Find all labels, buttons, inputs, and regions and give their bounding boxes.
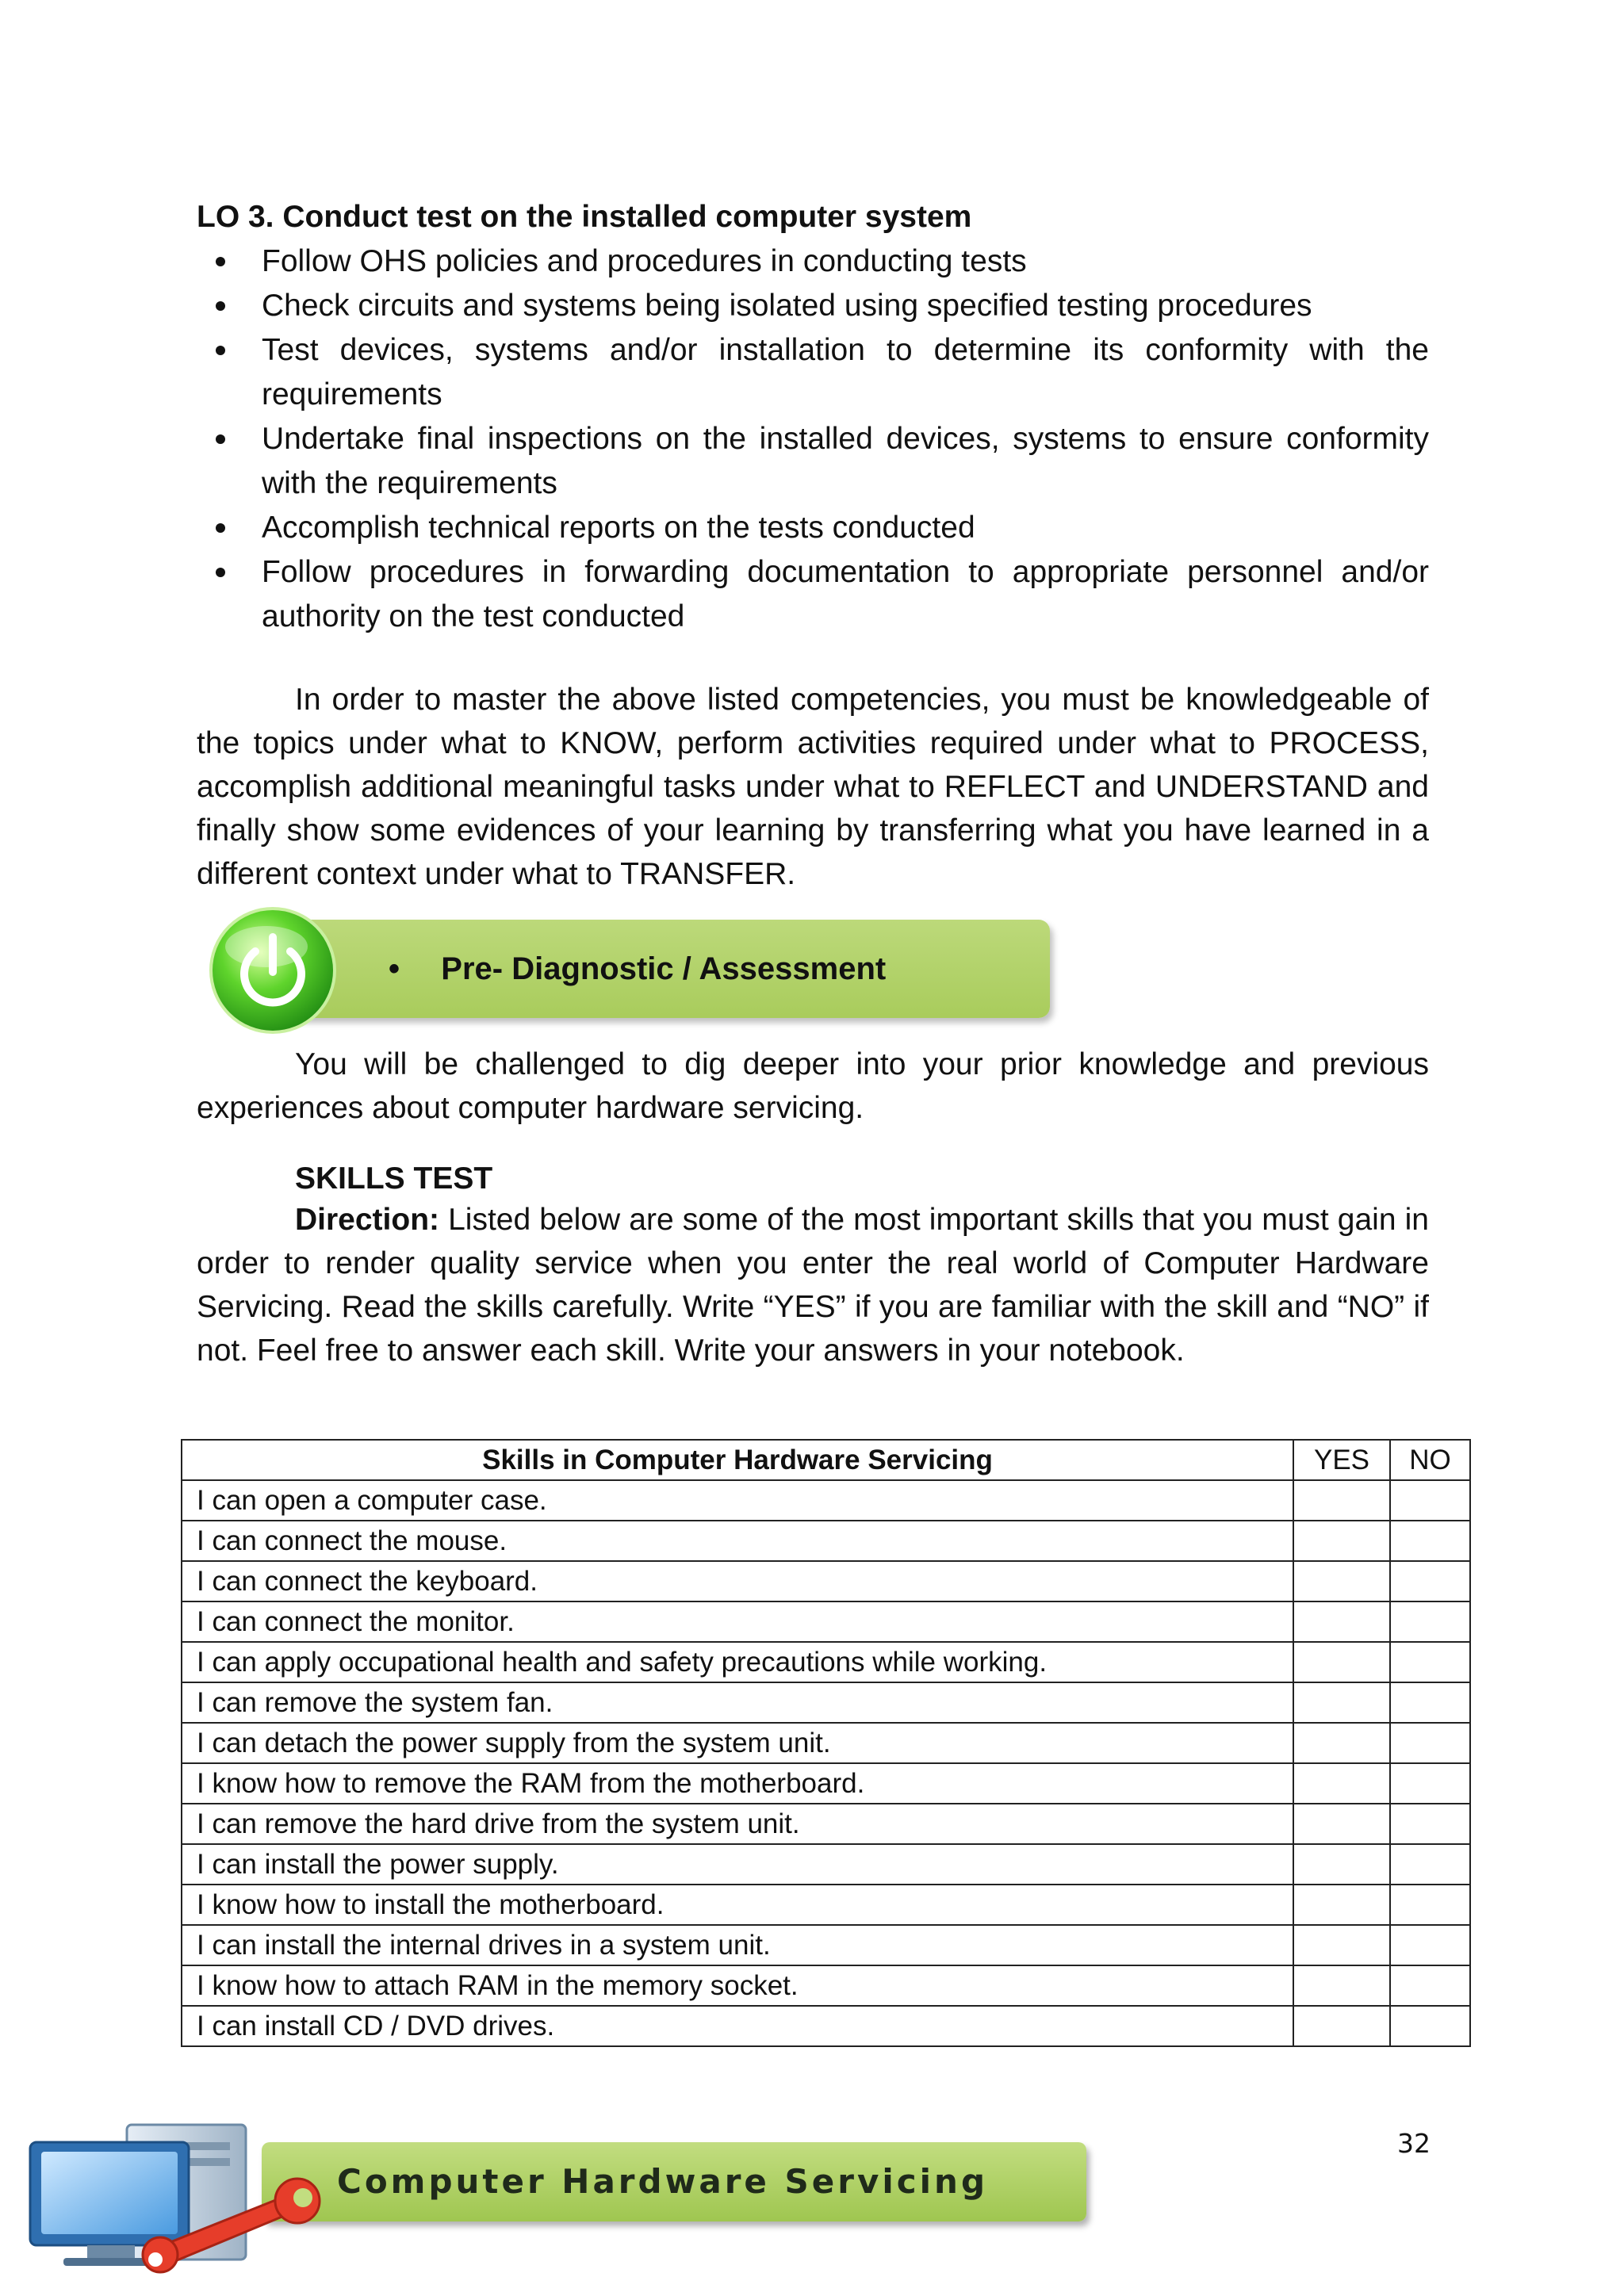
yes-cell — [1293, 2006, 1390, 2046]
table-row — [182, 1561, 1470, 1601]
table-row — [182, 1763, 1470, 1804]
lo-bullet-item: Follow OHS policies and procedures in conducting tests — [197, 239, 1429, 284]
no-cell — [1390, 1642, 1470, 1682]
lo-heading: LO 3. Conduct test on the installed computer system — [197, 200, 972, 234]
table-row — [182, 1682, 1470, 1723]
yes-cell — [1293, 1480, 1390, 1521]
table-row — [182, 1480, 1470, 1521]
no-cell — [1390, 1885, 1470, 1925]
lo-bullet-list — [197, 239, 1429, 639]
skill-cell: I know how to attach RAM in the memory socket. — [182, 1965, 1293, 2006]
lo-bullet-item: Follow procedures in forwarding documentation to appropriate personnel and/or authority on the test conducted — [197, 550, 1429, 639]
skill-cell: I can open a computer case. — [182, 1480, 1293, 1521]
table-row — [182, 1601, 1470, 1642]
skill-cell: I can install CD / DVD drives. — [182, 2006, 1293, 2046]
direction-text: Listed below are some of the most important skills that you must gain in order to render quality service when you enter the real world of Computer Hardware Servicing. Read the skills carefully. Write “YES” if you are familiar with the skill and “NO” if not. Feel free to answer each skill. Write your answers in your notebook. — [197, 1203, 1429, 1368]
no-cell — [1390, 1925, 1470, 1965]
no-cell — [1390, 2006, 1470, 2046]
no-cell — [1390, 1723, 1470, 1763]
challenge-paragraph: You will be challenged to dig deeper into your prior knowledge and previous experiences about computer hardware servicing. — [197, 1047, 1429, 1125]
banner-bullet: • — [389, 951, 400, 986]
no-cell — [1390, 1804, 1470, 1844]
yes-cell — [1293, 1521, 1390, 1561]
lo-bullet-item: Test devices, systems and/or installation to determine its conformity with the requirements — [197, 328, 1429, 417]
no-cell — [1390, 1521, 1470, 1561]
header-skills: Skills in Computer Hardware Servicing — [182, 1440, 1293, 1480]
skill-cell: I can connect the monitor. — [182, 1601, 1293, 1642]
no-cell — [1390, 1561, 1470, 1601]
skill-cell: I know how to remove the RAM from the motherboard. — [182, 1763, 1293, 1804]
no-cell — [1390, 1763, 1470, 1804]
table-row — [182, 1804, 1470, 1844]
skills-table — [181, 1439, 1471, 2047]
lo-bullet-item: Check circuits and systems being isolated using specified testing procedures — [197, 284, 1429, 328]
skill-cell: I can remove the hard drive from the system unit. — [182, 1804, 1293, 1844]
no-cell — [1390, 1601, 1470, 1642]
no-cell — [1390, 1480, 1470, 1521]
table-row — [182, 2006, 1470, 2046]
table-row — [182, 1844, 1470, 1885]
lo-bullet-item: Undertake final inspections on the installed devices, systems to ensure conformity with the requirements — [197, 417, 1429, 506]
skill-cell: I can install the power supply. — [182, 1844, 1293, 1885]
yes-cell — [1293, 1844, 1390, 1885]
table-header-row — [182, 1440, 1470, 1480]
yes-cell — [1293, 1763, 1390, 1804]
banner-title — [389, 945, 886, 993]
no-cell — [1390, 1682, 1470, 1723]
no-cell — [1390, 1965, 1470, 2006]
no-cell — [1390, 1844, 1470, 1885]
yes-cell — [1293, 1642, 1390, 1682]
yes-cell — [1293, 1682, 1390, 1723]
yes-cell — [1293, 1561, 1390, 1601]
direction-paragraph — [197, 1198, 1429, 1372]
skills-test-title: SKILLS TEST — [295, 1161, 493, 1196]
skill-cell: I can install the internal drives in a system unit. — [182, 1925, 1293, 1965]
page-number: 32 — [1397, 2128, 1431, 2159]
table-row — [182, 1885, 1470, 1925]
footer-title: Computer Hardware Servicing — [337, 2162, 989, 2201]
table-row — [182, 1521, 1470, 1561]
yes-cell — [1293, 1723, 1390, 1763]
banner-title-text: Pre- Diagnostic / Assessment — [441, 951, 887, 986]
direction-label: Direction: — [295, 1203, 440, 1237]
header-no: NO — [1390, 1440, 1470, 1480]
skill-cell: I can remove the system fan. — [182, 1682, 1293, 1723]
footer-banner — [24, 2118, 1071, 2277]
yes-cell — [1293, 1804, 1390, 1844]
computer-wrench-icon — [24, 2118, 357, 2277]
table-row — [182, 1723, 1470, 1763]
header-yes: YES — [1293, 1440, 1390, 1480]
pre-diagnostic-banner — [208, 905, 1056, 1035]
skill-cell: I can connect the mouse. — [182, 1521, 1293, 1561]
table-row — [182, 1965, 1470, 2006]
skill-cell: I can apply occupational health and safety precautions while working. — [182, 1642, 1293, 1682]
table-row — [182, 1925, 1470, 1965]
yes-cell — [1293, 1925, 1390, 1965]
skill-cell: I can connect the keyboard. — [182, 1561, 1293, 1601]
table-row — [182, 1642, 1470, 1682]
intro-paragraph: In order to master the above listed competencies, you must be knowledgeable of the topics under what to KNOW, perform activities required under what to PROCESS, accomplish additional meaningful tasks under what to REFLECT and UNDERSTAND and finally show some evidences of your learning by transferring what you have learned in a different context under what to TRANSFER. — [197, 683, 1429, 891]
lo-bullet-item: Accomplish technical reports on the tests conducted — [197, 506, 1429, 550]
skill-cell: I know how to install the motherboard. — [182, 1885, 1293, 1925]
power-icon — [208, 905, 338, 1035]
yes-cell — [1293, 1885, 1390, 1925]
skill-cell: I can detach the power supply from the system unit. — [182, 1723, 1293, 1763]
yes-cell — [1293, 1601, 1390, 1642]
yes-cell — [1293, 1965, 1390, 2006]
